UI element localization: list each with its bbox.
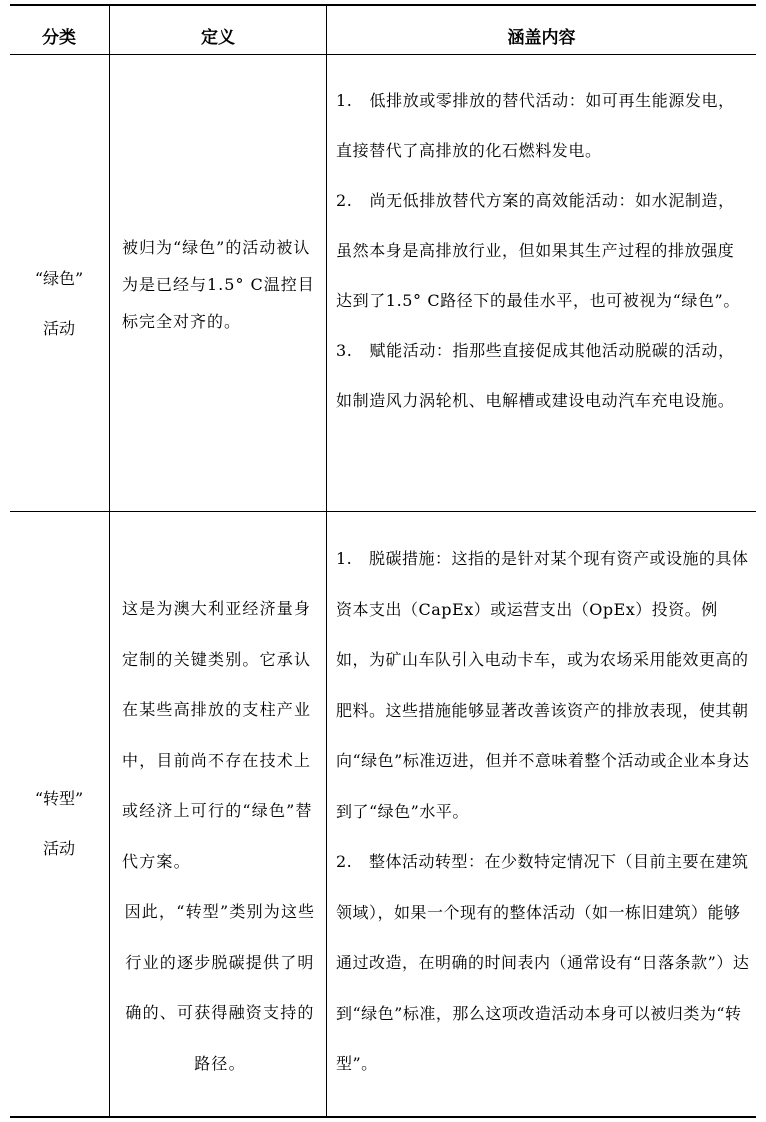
header-coverage: 涵盖内容 — [507, 28, 576, 48]
coverage-green-item-2: 2. 尚无低排放替代方案的高效能活动：如水泥制造，虽然本身是高排放行业，但如果其生产过程的排放强度达到了1.5° C路径下的最佳水平，也可被视为“绿色”。 — [336, 191, 740, 310]
coverage-transition — [336, 534, 750, 1090]
row-divider — [10, 511, 756, 512]
category-green-line2: 活动 — [42, 319, 75, 338]
header-bottom-border — [10, 54, 756, 55]
definition-transition — [122, 584, 318, 1089]
column-divider-2 — [326, 4, 327, 1118]
category-transition-line1: “转型” — [34, 789, 84, 808]
definition-transition-p2: 因此，“转型”类别为这些行业的逐步脱碳提供了明确的、可获得融资支持的路径。 — [124, 902, 316, 1073]
coverage-green-item-1: 1. 低排放或零排放的替代活动：如可再生能源发电，直接替代了高排放的化石燃料发电。 — [336, 91, 735, 160]
header-definition: 定义 — [201, 28, 235, 48]
coverage-transition-item-2: 2. 整体活动转型：在少数特定情况下（目前主要在建筑领域），如果一个现有的整体活动（如一栋旧建筑）能够通过改造，在明确的时间表内（通常设有“日落条款”）达到“绿色”标准，那么这项改造活动本身可以被归类为“转型”。 — [336, 852, 750, 1073]
table-top-border — [10, 4, 756, 6]
category-transition — [10, 774, 108, 874]
coverage-green-item-3: 3. 赋能活动：指那些直接促成其他活动脱碳的活动，如制造风力涡轮机、电解槽或建设电动汽车充电设施。 — [336, 341, 735, 410]
column-divider-1 — [109, 4, 110, 1118]
definition-transition-p1: 这是为澳大利亚经济量身定制的关键类别。它承认在某些高排放的支柱产业中，目前尚不存在技术上或经济上可行的“绿色”替代方案。 — [122, 599, 313, 871]
coverage-transition-item-1: 1. 脱碳措施：这指的是针对某个现有资产或设施的具体资本支出（CapEx）或运营支出（OpEx）投资。例如，为矿山车队引入电动卡车，或为农场采用能效更高的肥料。这些措施能够显著改善该资产的排放表现，使其朝向“绿色”标准迈进，但并不意味着整个活动或企业本身达到了“绿色”水平。 — [336, 549, 750, 821]
category-transition-line2: 活动 — [42, 839, 75, 858]
coverage-green — [336, 76, 750, 426]
definition-green: 被归为“绿色”的活动被认为是已经与1.5° C温控目标完全对齐的。 — [122, 238, 315, 331]
category-green — [10, 254, 108, 354]
category-green-line1: “绿色” — [34, 269, 84, 288]
header-category: 分类 — [42, 28, 76, 48]
table-bottom-border — [10, 1116, 756, 1118]
